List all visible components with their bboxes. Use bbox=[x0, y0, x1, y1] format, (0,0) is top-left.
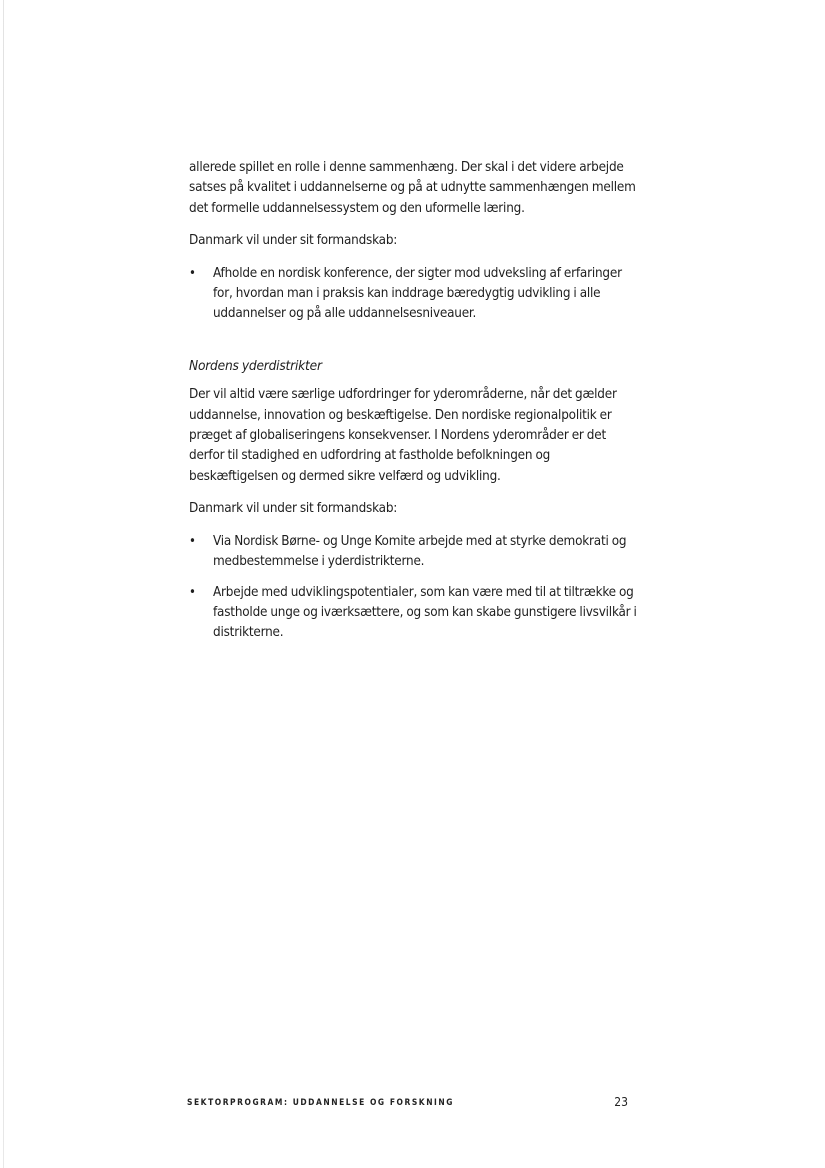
list-item-text: Afholde en nordisk konference, der sigter mod udveksling af erfaringer for, hvordan man i praksis kan inddrage bæredygtig udvikling i alle uddannelser og på alle uddannelsesniveauer. bbox=[213, 265, 622, 322]
list-item-text: Arbejde med udviklingspotentialer, som kan være med til at tiltrække og fastholde unge og iværksættere, og som kan skabe gunstigere livsvilkår i distrikterne. bbox=[213, 584, 637, 641]
page-footer bbox=[187, 1095, 628, 1111]
footer-title: SEKTORPROGRAM: UDDANNELSE OG FORSKNING bbox=[187, 1097, 454, 1107]
page-number: 23 bbox=[614, 1095, 628, 1109]
intro-paragraph: allerede spillet en rolle i denne sammenhæng. Der skal i det videre arbejde satses på kvalitet i uddannelserne og på at udnytte sammenhængen mellem det formelle uddannelsessystem og den uformelle læring. bbox=[189, 160, 636, 216]
bullet-icon: • bbox=[189, 584, 196, 600]
bullet-list bbox=[189, 264, 637, 325]
page-content bbox=[189, 158, 637, 654]
section-paragraph: Der vil altid være særlige udfordringer for yderområderne, når det gælder uddannelse, innovation og beskæftigelse. Den nordiske regionalpolitik er præget af globaliseringens konsekvenser. I Nordens yderområder er det derfor til stadighed en udfordring at fastholde befolkningen og beskæftigelsen og dermed sikre velfærd og udvikling. bbox=[189, 387, 617, 484]
list-item bbox=[189, 532, 637, 573]
section-heading: Nordens yderdistrikter bbox=[189, 357, 322, 374]
bullet-icon: • bbox=[189, 533, 196, 549]
list-item bbox=[189, 264, 637, 325]
list-item-text: Via Nordisk Børne- og Unge Komite arbejde med at styrke demokrati og medbestemmelse i yderdistrikterne. bbox=[213, 533, 627, 570]
bullet-icon: • bbox=[189, 265, 196, 281]
list-item bbox=[189, 583, 637, 644]
scan-edge-line bbox=[3, 0, 4, 1168]
bullet-list bbox=[189, 532, 637, 644]
lead-in-text: Danmark vil under sit formandskab: bbox=[189, 233, 398, 249]
lead-in-text: Danmark vil under sit formandskab: bbox=[189, 501, 398, 517]
